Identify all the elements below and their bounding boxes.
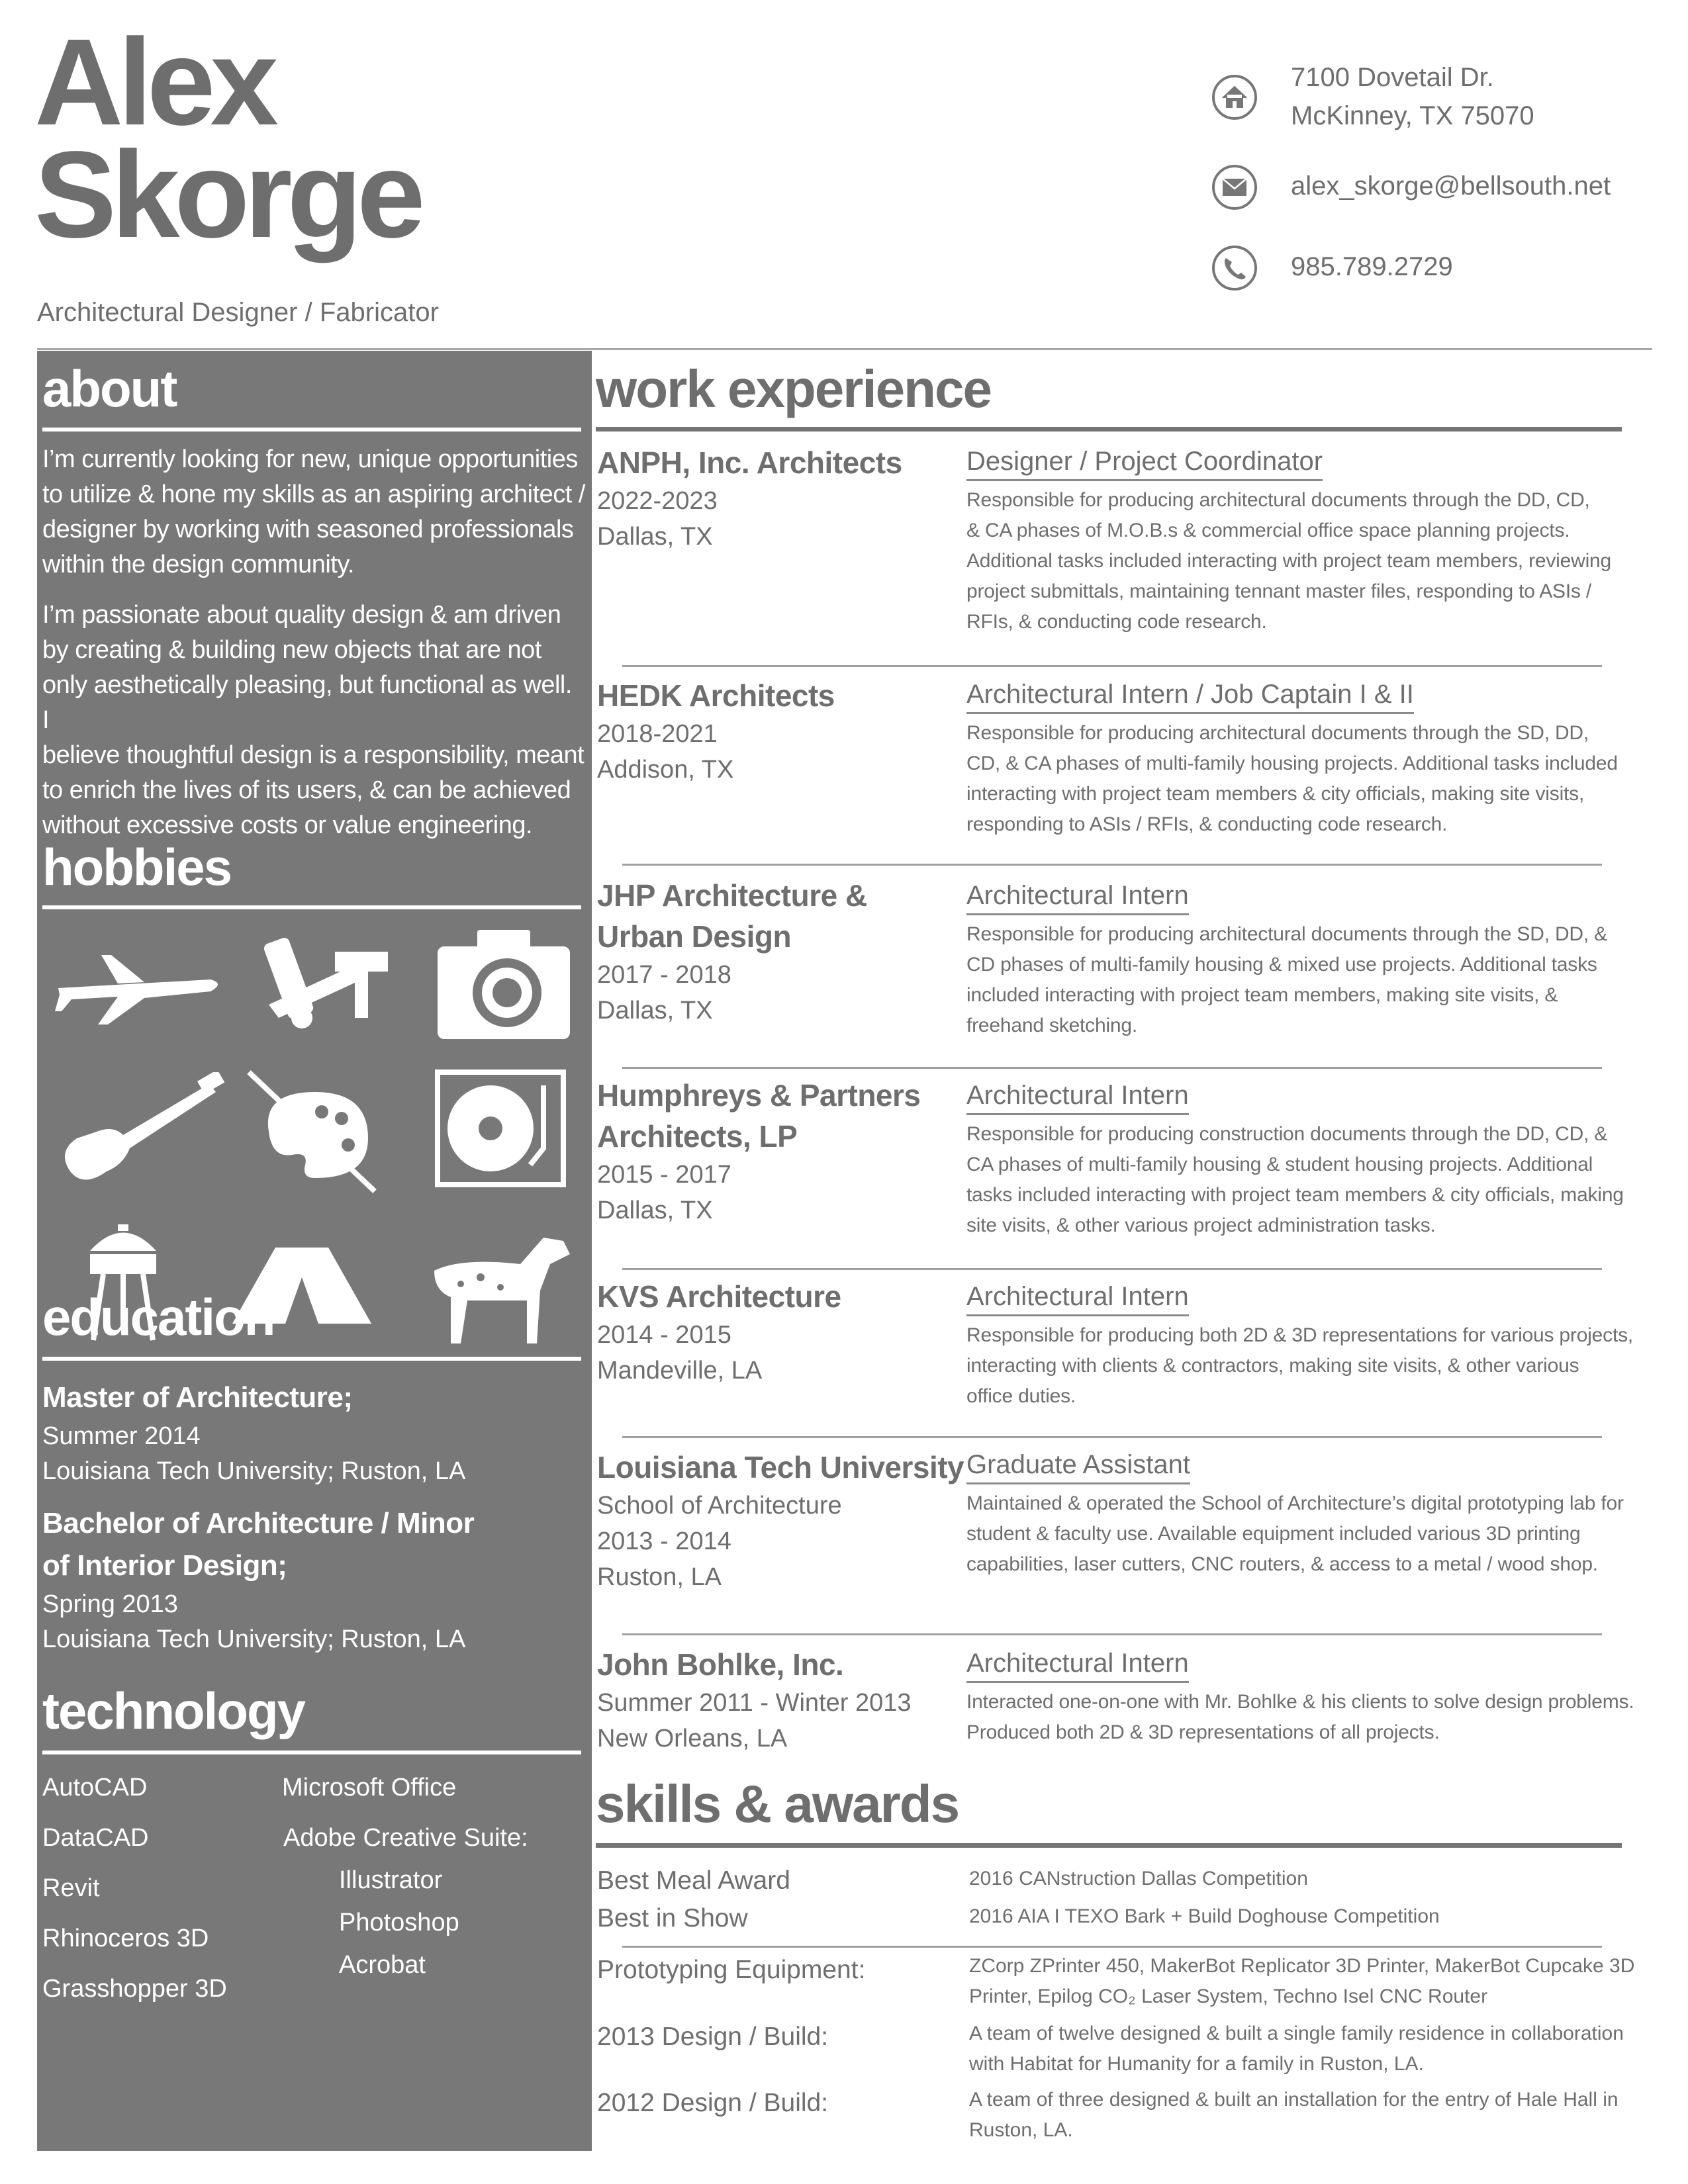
phone-number[interactable]: 985.789.2729	[1291, 252, 1453, 281]
skills-heading: skills & awards	[596, 1774, 959, 1833]
tech-autocad: AutoCAD	[42, 1774, 148, 1801]
skill-label: 2013 Design / Build:	[597, 2023, 829, 2051]
award-value: 2016 AIA I TEXO Bark + Build Doghouse Competition	[969, 1905, 1440, 1927]
phone-icon	[1211, 245, 1258, 291]
guitar-icon	[50, 1072, 229, 1191]
address-line-2: McKinney, TX 75070	[1291, 101, 1534, 130]
email-link[interactable]: alex_skorge@bellsouth.net	[1291, 171, 1611, 201]
award-value: 2016 CANstruction Dallas Competition	[969, 1868, 1308, 1889]
hobbies-rule	[42, 905, 581, 909]
about-paragraph-1: I’m currently looking for new, unique opportunities to utilize & hone my skills as an aspiring architect / designer by working with seasoned professionals within the design community.	[42, 445, 585, 578]
skill-label: 2012 Design / Build:	[597, 2089, 829, 2117]
technology-heading: technology	[42, 1682, 305, 1740]
job-latech-detail: Graduate Assistant Maintained & operated the School of Architecture’s digital prototyping lab for student & faculty use. Available equipment included various 3D printing capabilities, laser cutters, CNC routers, & access to a metal / wood shop.	[966, 1448, 1662, 1580]
job-bohlke-detail: Architectural Intern Interacted one-on-one with Mr. Bohlke & his clients to solve design problems. Produced both 2D & 3D representations of all projects.	[966, 1647, 1662, 1748]
first-name: Alex	[34, 14, 273, 151]
job-hedk-detail: Architectural Intern / Job Captain I & II Responsible for producing architectural documents through the SD, DD, CD, & CA phases of multi-family housing projects. Additional tasks included interacting with project team members & city officials, making site visits, responding to ASIs / RFIs, & conducting code research.	[966, 678, 1662, 840]
job-divider	[622, 665, 1602, 667]
turntable-icon	[434, 1069, 567, 1188]
dog-icon	[421, 1224, 580, 1350]
award-label: Best in Show	[597, 1904, 748, 1933]
award-label: Best Meal Award	[597, 1866, 790, 1895]
job-jhp-detail: Architectural Intern Responsible for producing architectural documents through the SD, DD, & CD phases of multi-family housing & mixed use projects. Additional tasks included interacting with project team members, making site visits, & freehand sketching.	[966, 879, 1662, 1041]
skill-label: Prototyping Equipment:	[597, 1956, 866, 1984]
tech-acrobat: Acrobat	[339, 1951, 426, 1979]
job-divider	[622, 1633, 1602, 1635]
paint-palette-icon	[242, 1066, 395, 1198]
job-divider	[622, 864, 1602, 866]
tech-rhinoceros: Rhinoceros 3D	[42, 1925, 209, 1952]
last-name: Skorge	[34, 126, 420, 263]
job-latech-meta: Louisiana Tech University School of Architecture 2013 - 2014 Ruston, LA	[597, 1450, 964, 1591]
tech-datacad: DataCAD	[42, 1824, 149, 1852]
job-anph-detail: Designer / Project Coordinator Responsible for producing architectural documents through the DD, CD, & CA phases of M.O.B.s & commercial office space planning projects. Additional tasks included interacting with project team members, reviewing project submittals, maintaining tennant master files, responding to ASIs / RFIs, & conducting code research.	[966, 445, 1662, 637]
contact-phone	[1211, 245, 1662, 298]
sidebar	[37, 351, 592, 2151]
job-kvs-meta: KVS Architecture 2014 - 2015 Mandeville, LA	[597, 1279, 841, 1385]
education-rule	[42, 1357, 581, 1361]
job-humphreys-meta: Humphreys & Partners Architects, LP 2015 - 2017 Dallas, TX	[597, 1078, 921, 1224]
tech-grasshopper: Grasshopper 3D	[42, 1975, 227, 2003]
skills-rule	[596, 1843, 1622, 1848]
tech-adobe-suite: Adobe Creative Suite:	[283, 1824, 528, 1852]
camera-icon	[428, 920, 580, 1046]
address-line-1: 7100 Dovetail Dr.	[1291, 63, 1494, 92]
job-bohlke-meta: John Bohlke, Inc. Summer 2011 - Winter 2013 New Orleans, LA	[597, 1647, 912, 1752]
job-humphreys-detail: Architectural Intern Responsible for producing construction documents through the DD, CD, & CA phases of multi-family housing & student housing projects. Additional tasks included interacting with project team members & city officials, making site visits, & other various project administration tasks.	[966, 1079, 1662, 1241]
hobbies-heading: hobbies	[42, 838, 232, 896]
job-divider	[622, 1436, 1602, 1438]
job-role: Architectural Designer / Fabricator	[37, 298, 439, 327]
job-anph-meta: ANPH, Inc. Architects 2022-2023 Dallas, TX	[597, 445, 902, 551]
tools-icon	[256, 925, 401, 1038]
skill-value: A team of twelve designed & built a single family residence in collaboration with Habitat for Humanity for a family in Ruston, LA.	[969, 2023, 1624, 2075]
job-divider	[622, 1268, 1602, 1270]
about-rule	[42, 428, 581, 432]
about-heading: about	[42, 359, 177, 418]
home-icon	[1211, 74, 1258, 120]
skill-value: A team of three designed & built an installation for the entry of Hale Hall in Ruston, LA.	[969, 2089, 1618, 2141]
job-jhp-meta: JHP Architecture & Urban Design 2017 - 2018 Dallas, TX	[597, 878, 867, 1024]
airplane-icon	[45, 925, 230, 1038]
envelope-icon	[1211, 164, 1258, 210]
tech-revit: Revit	[42, 1874, 100, 1902]
technology-rule	[42, 1751, 581, 1754]
degree-bachelors: Bachelor of Architecture / Minor of Interior Design; Spring 2013 Louisiana Tech University; Ruston, LA	[42, 1507, 475, 1653]
tech-photoshop: Photoshop	[339, 1909, 459, 1936]
skill-value: ZCorp ZPrinter 450, MakerBot Replicator 3D Printer, MakerBot Cupcake 3D Printer, Epilog CO₂ Laser System, Techno Isel CNC Router	[969, 1955, 1635, 2007]
work-experience-rule	[596, 427, 1622, 432]
tech-microsoft-office: Microsoft Office	[282, 1774, 457, 1801]
job-hedk-meta: HEDK Architects 2018-2021 Addison, TX	[597, 678, 835, 784]
contact-email	[1211, 164, 1662, 217]
skills-divider	[622, 1946, 1602, 1948]
education-heading: education	[42, 1288, 275, 1346]
tech-illustrator: Illustrator	[339, 1866, 443, 1894]
about-paragraph-2: I’m passionate about quality design & am driven by creating & building new objects that are not only aesthetically pleasing, but functional as well. I believe thoughtful design is a responsibility, meant to enrich the lives of its users, & can be achieved without excessive costs or value engineering.	[42, 601, 585, 839]
work-experience-heading: work experience	[596, 359, 991, 418]
header-divider	[37, 348, 1652, 350]
candidate-name	[34, 14, 420, 263]
degree-masters: Master of Architecture; Summer 2014 Louisiana Tech University; Ruston, LA	[42, 1381, 466, 1485]
job-divider	[622, 1067, 1602, 1069]
contact-address	[1211, 63, 1662, 160]
job-kvs-detail: Architectural Intern Responsible for producing both 2D & 3D representations for various projects, interacting with clients & contractors, making site visits, & other various office duties.	[966, 1280, 1662, 1412]
